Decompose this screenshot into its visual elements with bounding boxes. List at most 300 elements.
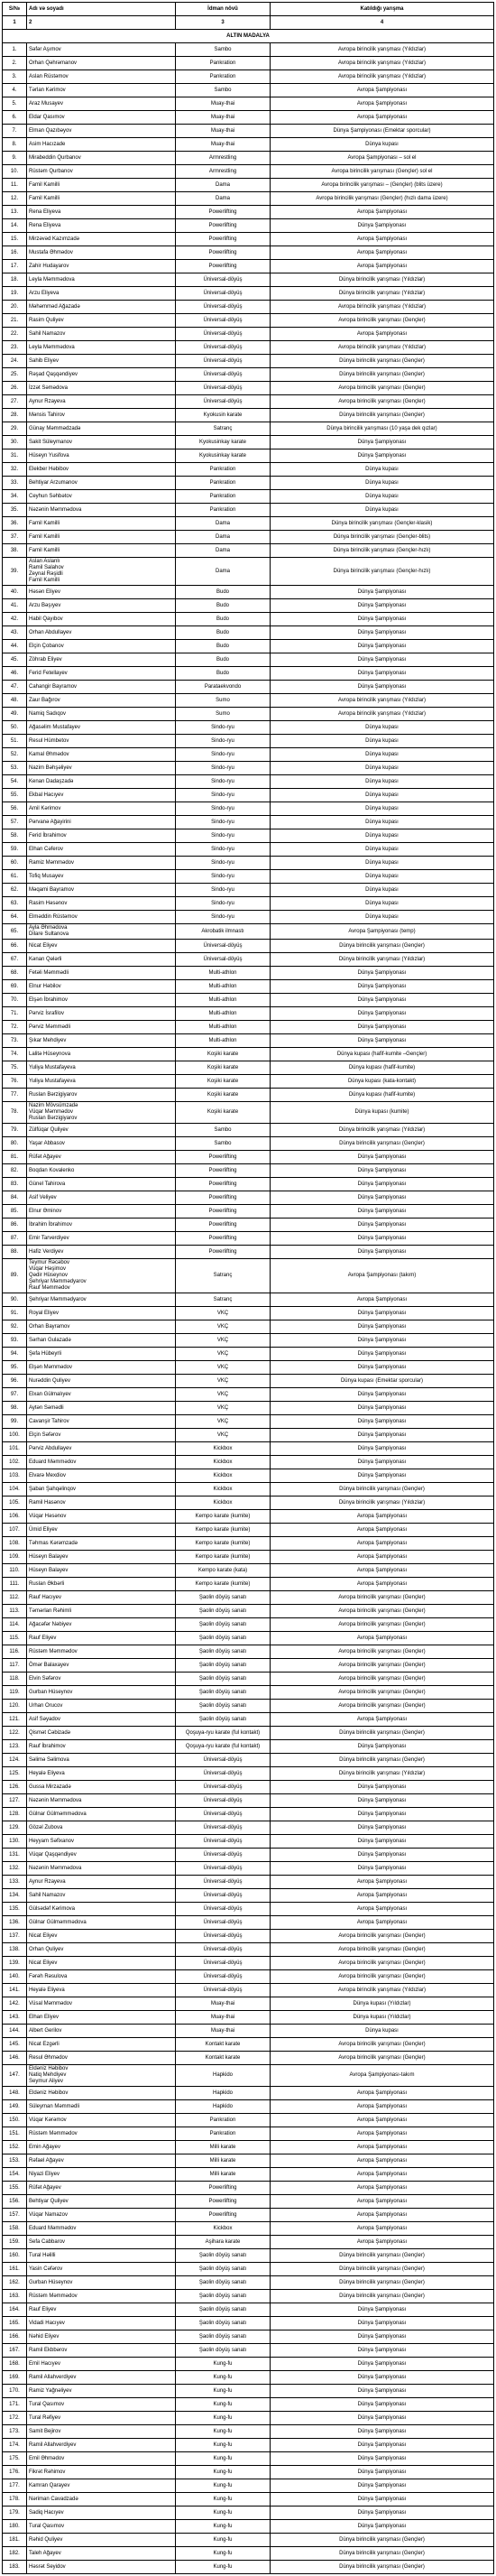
row-number: 183. bbox=[3, 2561, 27, 2574]
sport-name: VKÇ bbox=[176, 1388, 271, 1402]
athlete-name: Məqami Bayramov bbox=[27, 884, 176, 897]
sport-name: Kung-fu bbox=[176, 2561, 271, 2574]
sport-name: Milli karate bbox=[176, 2141, 271, 2154]
competition-name: Dünya Şampiyonası (Emektar sporcular) bbox=[271, 125, 494, 138]
athlete-name: Ceyhun Səhbətov bbox=[27, 490, 176, 504]
row-number: 25. bbox=[3, 368, 27, 382]
competition-name: Dünya kupası (hafif-kumite –Gençler) bbox=[271, 1048, 494, 1061]
athlete-name: Urhan Orucov bbox=[27, 1700, 176, 1713]
row-number: 135. bbox=[3, 1903, 27, 1916]
row-number: 2. bbox=[3, 57, 27, 70]
table-row bbox=[3, 708, 494, 721]
row-number: 47. bbox=[3, 681, 27, 694]
table-row bbox=[3, 1102, 494, 1124]
row-number: 114. bbox=[3, 1618, 27, 1632]
competition-name: Avropa Şampiyonası bbox=[271, 1564, 494, 1578]
sport-name: Üniversal-döyüş bbox=[176, 341, 271, 355]
table-row bbox=[3, 1320, 494, 1334]
sport-name: Şaolin döyüş sanatı bbox=[176, 2317, 271, 2330]
athlete-name: Rəfael Ağayev bbox=[27, 2154, 176, 2168]
row-number: 162. bbox=[3, 2276, 27, 2290]
row-number: 165. bbox=[3, 2317, 27, 2330]
table-row bbox=[3, 1007, 494, 1021]
competition-name: Dünya birincilik yarışması (Gençler) bbox=[271, 1754, 494, 1767]
table-row bbox=[3, 694, 494, 708]
competition-name: Avropa Şampiyonası-takım bbox=[271, 2065, 494, 2087]
sport-name: Üniversal-döyüş bbox=[176, 1970, 271, 1984]
sport-name: Parataekvondo bbox=[176, 681, 271, 694]
sport-name: Koşiki karate bbox=[176, 1061, 271, 1075]
table-row bbox=[3, 1605, 494, 1618]
athlete-name: Teymur Rəcəbov Vüqar Həşimov Qədir Hüseynov Şehriyar Məmmədyarov Rauf Məmmədov bbox=[27, 1259, 176, 1293]
competition-name: Avropa Şampiyonası bbox=[271, 1876, 494, 1889]
row-number: 130. bbox=[3, 1835, 27, 1849]
table-row bbox=[3, 789, 494, 802]
table-row bbox=[3, 586, 494, 599]
row-number: 49. bbox=[3, 708, 27, 721]
row-number: 119. bbox=[3, 1686, 27, 1700]
sport-name: Üniversal-döyüş bbox=[176, 1957, 271, 1970]
athlete-name: Pərviz Məmmədli bbox=[27, 1021, 176, 1034]
competition-name: Dünya Şampiyonası bbox=[271, 2371, 494, 2385]
row-number: 61. bbox=[3, 870, 27, 884]
header-number: S/№ bbox=[3, 3, 27, 16]
row-number: 177. bbox=[3, 2479, 27, 2493]
athlete-name: Şefa Hübeyrli bbox=[27, 1348, 176, 1361]
row-number: 31. bbox=[3, 449, 27, 463]
athlete-name: Ramiz Məmmədov bbox=[27, 857, 176, 870]
table-row bbox=[3, 1137, 494, 1151]
competition-name: Dünya kupası (kumite) bbox=[271, 1102, 494, 1124]
athlete-name: Nicat Eliyev bbox=[27, 940, 176, 953]
athlete-name: Ramiz Yağnəliyev bbox=[27, 2385, 176, 2398]
table-row bbox=[3, 2100, 494, 2114]
sport-name: Powerlifting bbox=[176, 1151, 271, 1164]
athlete-name: Famil Kamilli bbox=[27, 531, 176, 544]
table-row bbox=[3, 1191, 494, 1205]
sport-name: Üniversal-döyüş bbox=[176, 1930, 271, 1943]
table-row bbox=[3, 721, 494, 735]
row-number: 96. bbox=[3, 1375, 27, 1388]
competition-name: Dünya Şampiyonası bbox=[271, 1740, 494, 1754]
competition-name: Dünya Şampiyonası bbox=[271, 967, 494, 980]
sport-name: Muay-thai bbox=[176, 2011, 271, 2025]
athlete-name: Taleh Ağayev bbox=[27, 2547, 176, 2561]
competition-name: Avropa birincilik yarışması (Yıldızlar) bbox=[271, 341, 494, 355]
competition-name: Avropa birincilik yarışması – (Gençler) (blits üzere) bbox=[271, 179, 494, 192]
athlete-name: Rauf Eliyev bbox=[27, 2303, 176, 2317]
competition-name: Avropa birincilik yarışması (Gençler) bbox=[271, 1930, 494, 1943]
sport-name: Üniversal-döyüş bbox=[176, 273, 271, 287]
table-row bbox=[3, 1754, 494, 1767]
athlete-name: Nicat Eliyev bbox=[27, 1930, 176, 1943]
sport-name: Kung-fu bbox=[176, 2493, 271, 2507]
athlete-name: Kamran Qarayev bbox=[27, 2479, 176, 2493]
table-row bbox=[3, 1740, 494, 1754]
athlete-name: Ömər Balaxayev bbox=[27, 1659, 176, 1673]
competition-name: Dünya Şampiyonası bbox=[271, 653, 494, 667]
row-number: 50. bbox=[3, 721, 27, 735]
row-number: 110. bbox=[3, 1564, 27, 1578]
sport-name: Sambo bbox=[176, 1137, 271, 1151]
row-number: 140. bbox=[3, 1970, 27, 1984]
row-number: 6. bbox=[3, 111, 27, 125]
sport-name: Sindo-ryu bbox=[176, 762, 271, 775]
table-row bbox=[3, 1219, 494, 1232]
competition-name: Dünya Şampiyonası bbox=[271, 1456, 494, 1469]
athlete-name: Mirzəvəd Kazımzadə bbox=[27, 233, 176, 246]
competition-name: Avropa birincilik yarışması (Gençler) bbox=[271, 1618, 494, 1632]
table-row bbox=[3, 735, 494, 748]
table-row bbox=[3, 1862, 494, 1876]
row-number: 91. bbox=[3, 1307, 27, 1320]
row-number: 144. bbox=[3, 2025, 27, 2038]
sport-name: Muay-thai bbox=[176, 97, 271, 111]
athlete-name: Famil Kamilli bbox=[27, 179, 176, 192]
sport-name: Budo bbox=[176, 626, 271, 640]
athlete-name: Nicat Ezgərli bbox=[27, 2038, 176, 2052]
competition-name: Avropa birincilik yarışması (Gençler) bbox=[271, 1591, 494, 1605]
table-row bbox=[3, 857, 494, 870]
row-number: 146. bbox=[3, 2052, 27, 2065]
sport-name: Milli karate bbox=[176, 2154, 271, 2168]
athlete-name: Kenan Dadaşzadə bbox=[27, 775, 176, 789]
row-number: 136. bbox=[3, 1916, 27, 1930]
athlete-name: Eldəniz Həbibov Natiq Mehdiyev Seymur Aliyev bbox=[27, 2065, 176, 2087]
table-row bbox=[3, 870, 494, 884]
table-row bbox=[3, 953, 494, 967]
competition-name: Avropa Şampiyonası bbox=[271, 1510, 494, 1524]
athlete-name: Leyla Məmmədova bbox=[27, 273, 176, 287]
row-number: 44. bbox=[3, 640, 27, 653]
competition-name: Avropa birincilik yarışması (Gençler) bbox=[271, 395, 494, 409]
athlete-name: Cahangir Bayramov bbox=[27, 681, 176, 694]
athlete-name: Ferid İbrahimov bbox=[27, 829, 176, 843]
table-row bbox=[3, 436, 494, 449]
athlete-name: Ruslan Əkbərli bbox=[27, 1578, 176, 1591]
competition-name: Avropa Şampiyonası bbox=[271, 2209, 494, 2222]
table-row bbox=[3, 2452, 494, 2466]
row-number: 154. bbox=[3, 2168, 27, 2182]
table-row bbox=[3, 1984, 494, 1997]
sport-name: Dama bbox=[176, 179, 271, 192]
competition-name: Dünya kupası bbox=[271, 463, 494, 477]
table-row bbox=[3, 2222, 494, 2236]
row-number: 127. bbox=[3, 1794, 27, 1808]
athlete-name: Elxan Gülmalıyev bbox=[27, 1388, 176, 1402]
competition-name: Avropa Şampiyonası bbox=[271, 111, 494, 125]
athlete-name: Leyla Məmmədova bbox=[27, 341, 176, 355]
competition-name: Dünya Şampiyonası bbox=[271, 1178, 494, 1191]
table-row bbox=[3, 409, 494, 422]
row-number: 160. bbox=[3, 2249, 27, 2263]
athlete-name: Rüfət Ağayev bbox=[27, 2182, 176, 2195]
row-number: 85. bbox=[3, 1205, 27, 1219]
athlete-name: Vüqar Namazov bbox=[27, 2209, 176, 2222]
athlete-name: Rasim Quliyev bbox=[27, 314, 176, 328]
competition-name: Dünya kupası bbox=[271, 843, 494, 857]
sport-name: Şaolin döyüş sanatı bbox=[176, 1659, 271, 1673]
row-number: 17. bbox=[3, 260, 27, 273]
competition-name: Avropa Şampiyonası bbox=[271, 2195, 494, 2209]
sport-name: Kontakt karate bbox=[176, 2038, 271, 2052]
sport-name: Sindo-ryu bbox=[176, 870, 271, 884]
row-number: 83. bbox=[3, 1178, 27, 1191]
sport-name: Kickbox bbox=[176, 1469, 271, 1483]
row-number: 56. bbox=[3, 802, 27, 816]
table-row bbox=[3, 775, 494, 789]
sport-name: Sumo bbox=[176, 708, 271, 721]
row-number: 163. bbox=[3, 2290, 27, 2303]
row-number: 132. bbox=[3, 1862, 27, 1876]
competition-name: Dünya Şampiyonası bbox=[271, 2303, 494, 2317]
sport-name: Üniversal-döyüş bbox=[176, 1862, 271, 1876]
table-row bbox=[3, 355, 494, 368]
table-row bbox=[3, 206, 494, 219]
table-row bbox=[3, 2052, 494, 2065]
athlete-name: Ağacəfər Nəbiyev bbox=[27, 1618, 176, 1632]
sport-name: Kung-fu bbox=[176, 2358, 271, 2371]
row-number: 68. bbox=[3, 967, 27, 980]
table-row bbox=[3, 1048, 494, 1061]
row-number: 54. bbox=[3, 775, 27, 789]
athlete-name: Şehriyar Məmmədyarov bbox=[27, 1293, 176, 1307]
athlete-name: Sahil Namazov bbox=[27, 328, 176, 341]
table-row bbox=[3, 2276, 494, 2290]
table-row bbox=[3, 1259, 494, 1293]
athlete-name: Məhəmməd Ağazadə bbox=[27, 301, 176, 314]
competition-name: Dünya Şampiyonası bbox=[271, 1794, 494, 1808]
table-row bbox=[3, 2065, 494, 2087]
row-number: 35. bbox=[3, 504, 27, 517]
competition-name: Dünya birincilik yarışması (Gençler) bbox=[271, 355, 494, 368]
athlete-name: Hüseyn Balayev bbox=[27, 1564, 176, 1578]
row-number: 168. bbox=[3, 2358, 27, 2371]
sport-name: Kyokusin karate bbox=[176, 409, 271, 422]
sport-name: Powerlifting bbox=[176, 206, 271, 219]
sport-name: Satranç bbox=[176, 1293, 271, 1307]
header-name: Adı və soyadı bbox=[27, 3, 176, 16]
competition-name: Dünya Şampiyonası bbox=[271, 1781, 494, 1794]
athlete-name: Vüqar Qaşqəndiyev bbox=[27, 1849, 176, 1862]
row-number: 79. bbox=[3, 1124, 27, 1137]
competition-name: Avropa birincilik yarışması (Yıldızlar) bbox=[271, 43, 494, 57]
table-row bbox=[3, 626, 494, 640]
table-row bbox=[3, 2547, 494, 2561]
sport-name: Pankration bbox=[176, 504, 271, 517]
table-row bbox=[3, 1808, 494, 1821]
athlete-name: İzzət Səmədova bbox=[27, 382, 176, 395]
sport-name: Şaolin döyüş sanatı bbox=[176, 1686, 271, 1700]
row-number: 112. bbox=[3, 1591, 27, 1605]
competition-name: Dünya birincilik yarışması (Yıldızlar) bbox=[271, 287, 494, 301]
sport-name: Multi-athlon bbox=[176, 967, 271, 980]
competition-name: Avropa birincilik yarışması (Gençler) bbox=[271, 1673, 494, 1686]
row-number: 116. bbox=[3, 1645, 27, 1659]
sport-name: Kempo karate (kumite) bbox=[176, 1510, 271, 1524]
row-number: 24. bbox=[3, 355, 27, 368]
row-number: 120. bbox=[3, 1700, 27, 1713]
row-number: 161. bbox=[3, 2263, 27, 2276]
table-row bbox=[3, 2141, 494, 2154]
table-row bbox=[3, 97, 494, 111]
athlete-name: Şaban Şahqəlinqov bbox=[27, 1483, 176, 1496]
row-number: 46. bbox=[3, 667, 27, 681]
row-number: 41. bbox=[3, 599, 27, 613]
athlete-name: Eduard Məmmədov bbox=[27, 1456, 176, 1469]
table-row bbox=[3, 1564, 494, 1578]
competition-name: Dünya birincilik yarışması (Yıldızlar) bbox=[271, 1496, 494, 1510]
row-number: 66. bbox=[3, 940, 27, 953]
competition-name: Avropa Şampiyonası (temp) bbox=[271, 924, 494, 940]
competition-name: Avropa Şampiyonası bbox=[271, 260, 494, 273]
row-number: 113. bbox=[3, 1605, 27, 1618]
athlete-name: Niyazi Eliyev bbox=[27, 2168, 176, 2182]
athlete-name: Günay Məmmədzadə bbox=[27, 422, 176, 436]
table-row bbox=[3, 884, 494, 897]
competition-name: Avropa birincilik yarışması (Gençler) bbox=[271, 1957, 494, 1970]
row-number: 53. bbox=[3, 762, 27, 775]
sport-name: Armrestling bbox=[176, 165, 271, 179]
row-number: 147. bbox=[3, 2065, 27, 2087]
row-number: 27. bbox=[3, 395, 27, 409]
row-number: 69. bbox=[3, 980, 27, 994]
competition-name: Dünya kupası bbox=[271, 802, 494, 816]
competition-name: Dünya birincilik yarışması (Gençler) bbox=[271, 2249, 494, 2263]
table-row bbox=[3, 1943, 494, 1957]
table-row bbox=[3, 260, 494, 273]
table-row bbox=[3, 1164, 494, 1178]
row-number: 133. bbox=[3, 1876, 27, 1889]
athlete-name: Gurban Hüseynov bbox=[27, 2276, 176, 2290]
competition-name: Dünya kupası bbox=[271, 477, 494, 490]
sport-name: Üniversal-döyüş bbox=[176, 1916, 271, 1930]
row-number: 40. bbox=[3, 586, 27, 599]
competition-name: Dünya Şampiyonası bbox=[271, 1205, 494, 1219]
athlete-name: Asif Səyadov bbox=[27, 1713, 176, 1727]
competition-name: Dünya Şampiyonası bbox=[271, 1429, 494, 1442]
athlete-name: Qismət Cəbizadə bbox=[27, 1727, 176, 1740]
competition-name: Dünya Şampiyonası bbox=[271, 626, 494, 640]
competition-name: Dünya Şampiyonası bbox=[271, 1415, 494, 1429]
table-row bbox=[3, 843, 494, 857]
table-row bbox=[3, 1645, 494, 1659]
competition-name: Dünya Şampiyonası bbox=[271, 1835, 494, 1849]
table-row bbox=[3, 2371, 494, 2385]
athlete-name: Yuliya Mustafayeva bbox=[27, 1061, 176, 1075]
athlete-name: Elşən Məmmədov bbox=[27, 1361, 176, 1375]
competition-name: Dünya Şampiyonası bbox=[271, 2507, 494, 2520]
sport-name: Satranç bbox=[176, 1259, 271, 1293]
competition-name: Avropa Şampiyonası bbox=[271, 84, 494, 97]
athlete-name: Fetəli Məmmədli bbox=[27, 967, 176, 980]
sport-name: Muay-thai bbox=[176, 125, 271, 138]
table-row bbox=[3, 2154, 494, 2168]
competition-name: Avropa birincilik yarışması (Gençler) bbox=[271, 382, 494, 395]
column-index-row bbox=[3, 16, 494, 30]
sport-name: VKÇ bbox=[176, 1429, 271, 1442]
competition-name: Dünya Şampiyonası bbox=[271, 667, 494, 681]
sport-name: Pankration bbox=[176, 477, 271, 490]
athlete-name: Vüqar Həsənov bbox=[27, 1510, 176, 1524]
table-row bbox=[3, 328, 494, 341]
competition-name: Dünya birincilik yarışması (10 yaşa dek qızlar) bbox=[271, 422, 494, 436]
sport-name: Üniversal-döyüş bbox=[176, 1849, 271, 1862]
header-competition: Katıldığı yarışma bbox=[271, 3, 494, 16]
competition-name: Dünya Şampiyonası bbox=[271, 449, 494, 463]
competition-name: Dünya birincilik yarışması (Gençler) bbox=[271, 2534, 494, 2547]
athlete-name: Mirabeddin Qurbanov bbox=[27, 152, 176, 165]
table-row bbox=[3, 531, 494, 544]
row-number: 117. bbox=[3, 1659, 27, 1673]
competition-name: Dünya birincilik yarışması (Gençler) bbox=[271, 940, 494, 953]
table-row bbox=[3, 1205, 494, 1219]
row-number: 57. bbox=[3, 816, 27, 829]
competition-name: Avropa Şampiyonası bbox=[271, 1578, 494, 1591]
row-number: 12. bbox=[3, 192, 27, 206]
table-row bbox=[3, 57, 494, 70]
athlete-name: Aynur Rzayeva bbox=[27, 395, 176, 409]
row-number: 93. bbox=[3, 1334, 27, 1348]
competition-name: Dünya Şampiyonası bbox=[271, 1219, 494, 1232]
athlete-name: Nəhid Eliyev bbox=[27, 2330, 176, 2344]
row-number: 36. bbox=[3, 517, 27, 531]
row-number: 178. bbox=[3, 2493, 27, 2507]
row-number: 134. bbox=[3, 1889, 27, 1903]
table-row bbox=[3, 2330, 494, 2344]
athlete-name: Eduard Məmmədov bbox=[27, 2222, 176, 2236]
athlete-name: Elman Qazıbəyov bbox=[27, 125, 176, 138]
athlete-name: Orhan Abdullayev bbox=[27, 626, 176, 640]
sport-name: Üniversal-döyüş bbox=[176, 301, 271, 314]
row-number: 151. bbox=[3, 2127, 27, 2141]
competition-name: Avropa Şampiyonası bbox=[271, 2182, 494, 2195]
sport-name: Pankration bbox=[176, 463, 271, 477]
sport-name: Budo bbox=[176, 653, 271, 667]
row-number: 15. bbox=[3, 233, 27, 246]
table-row bbox=[3, 1781, 494, 1794]
row-number: 150. bbox=[3, 2114, 27, 2127]
row-number: 59. bbox=[3, 843, 27, 857]
row-number: 22. bbox=[3, 328, 27, 341]
table-row bbox=[3, 70, 494, 84]
table-row bbox=[3, 613, 494, 626]
sport-name: Powerlifting bbox=[176, 260, 271, 273]
athlete-name: Vüsal Məmmədov bbox=[27, 1997, 176, 2011]
table-row bbox=[3, 125, 494, 138]
athlete-name: Ağasəlim Mustafayev bbox=[27, 721, 176, 735]
table-row bbox=[3, 1293, 494, 1307]
competition-name: Dünya Şampiyonası bbox=[271, 1849, 494, 1862]
table-row bbox=[3, 994, 494, 1007]
row-number: 173. bbox=[3, 2425, 27, 2439]
table-row bbox=[3, 2168, 494, 2182]
table-row bbox=[3, 1307, 494, 1320]
competition-name: Dünya Şampiyonası bbox=[271, 1361, 494, 1375]
competition-name: Dünya Şampiyonası bbox=[271, 613, 494, 626]
sport-name: Sindo-ryu bbox=[176, 897, 271, 911]
table-row bbox=[3, 138, 494, 152]
sport-name: Üniversal-döyüş bbox=[176, 1903, 271, 1916]
competition-name: Avropa birincilik yarışması (Gençler) bbox=[271, 1605, 494, 1618]
athlete-name: Elvin Səfərov bbox=[27, 1673, 176, 1686]
sport-name: Koşiki karate bbox=[176, 1102, 271, 1124]
athlete-name: Həsən Eliyev bbox=[27, 586, 176, 599]
table-row bbox=[3, 2466, 494, 2479]
sport-name: Üniversal-döyüş bbox=[176, 1808, 271, 1821]
sport-name: VKÇ bbox=[176, 1375, 271, 1388]
sport-name: Budo bbox=[176, 599, 271, 613]
